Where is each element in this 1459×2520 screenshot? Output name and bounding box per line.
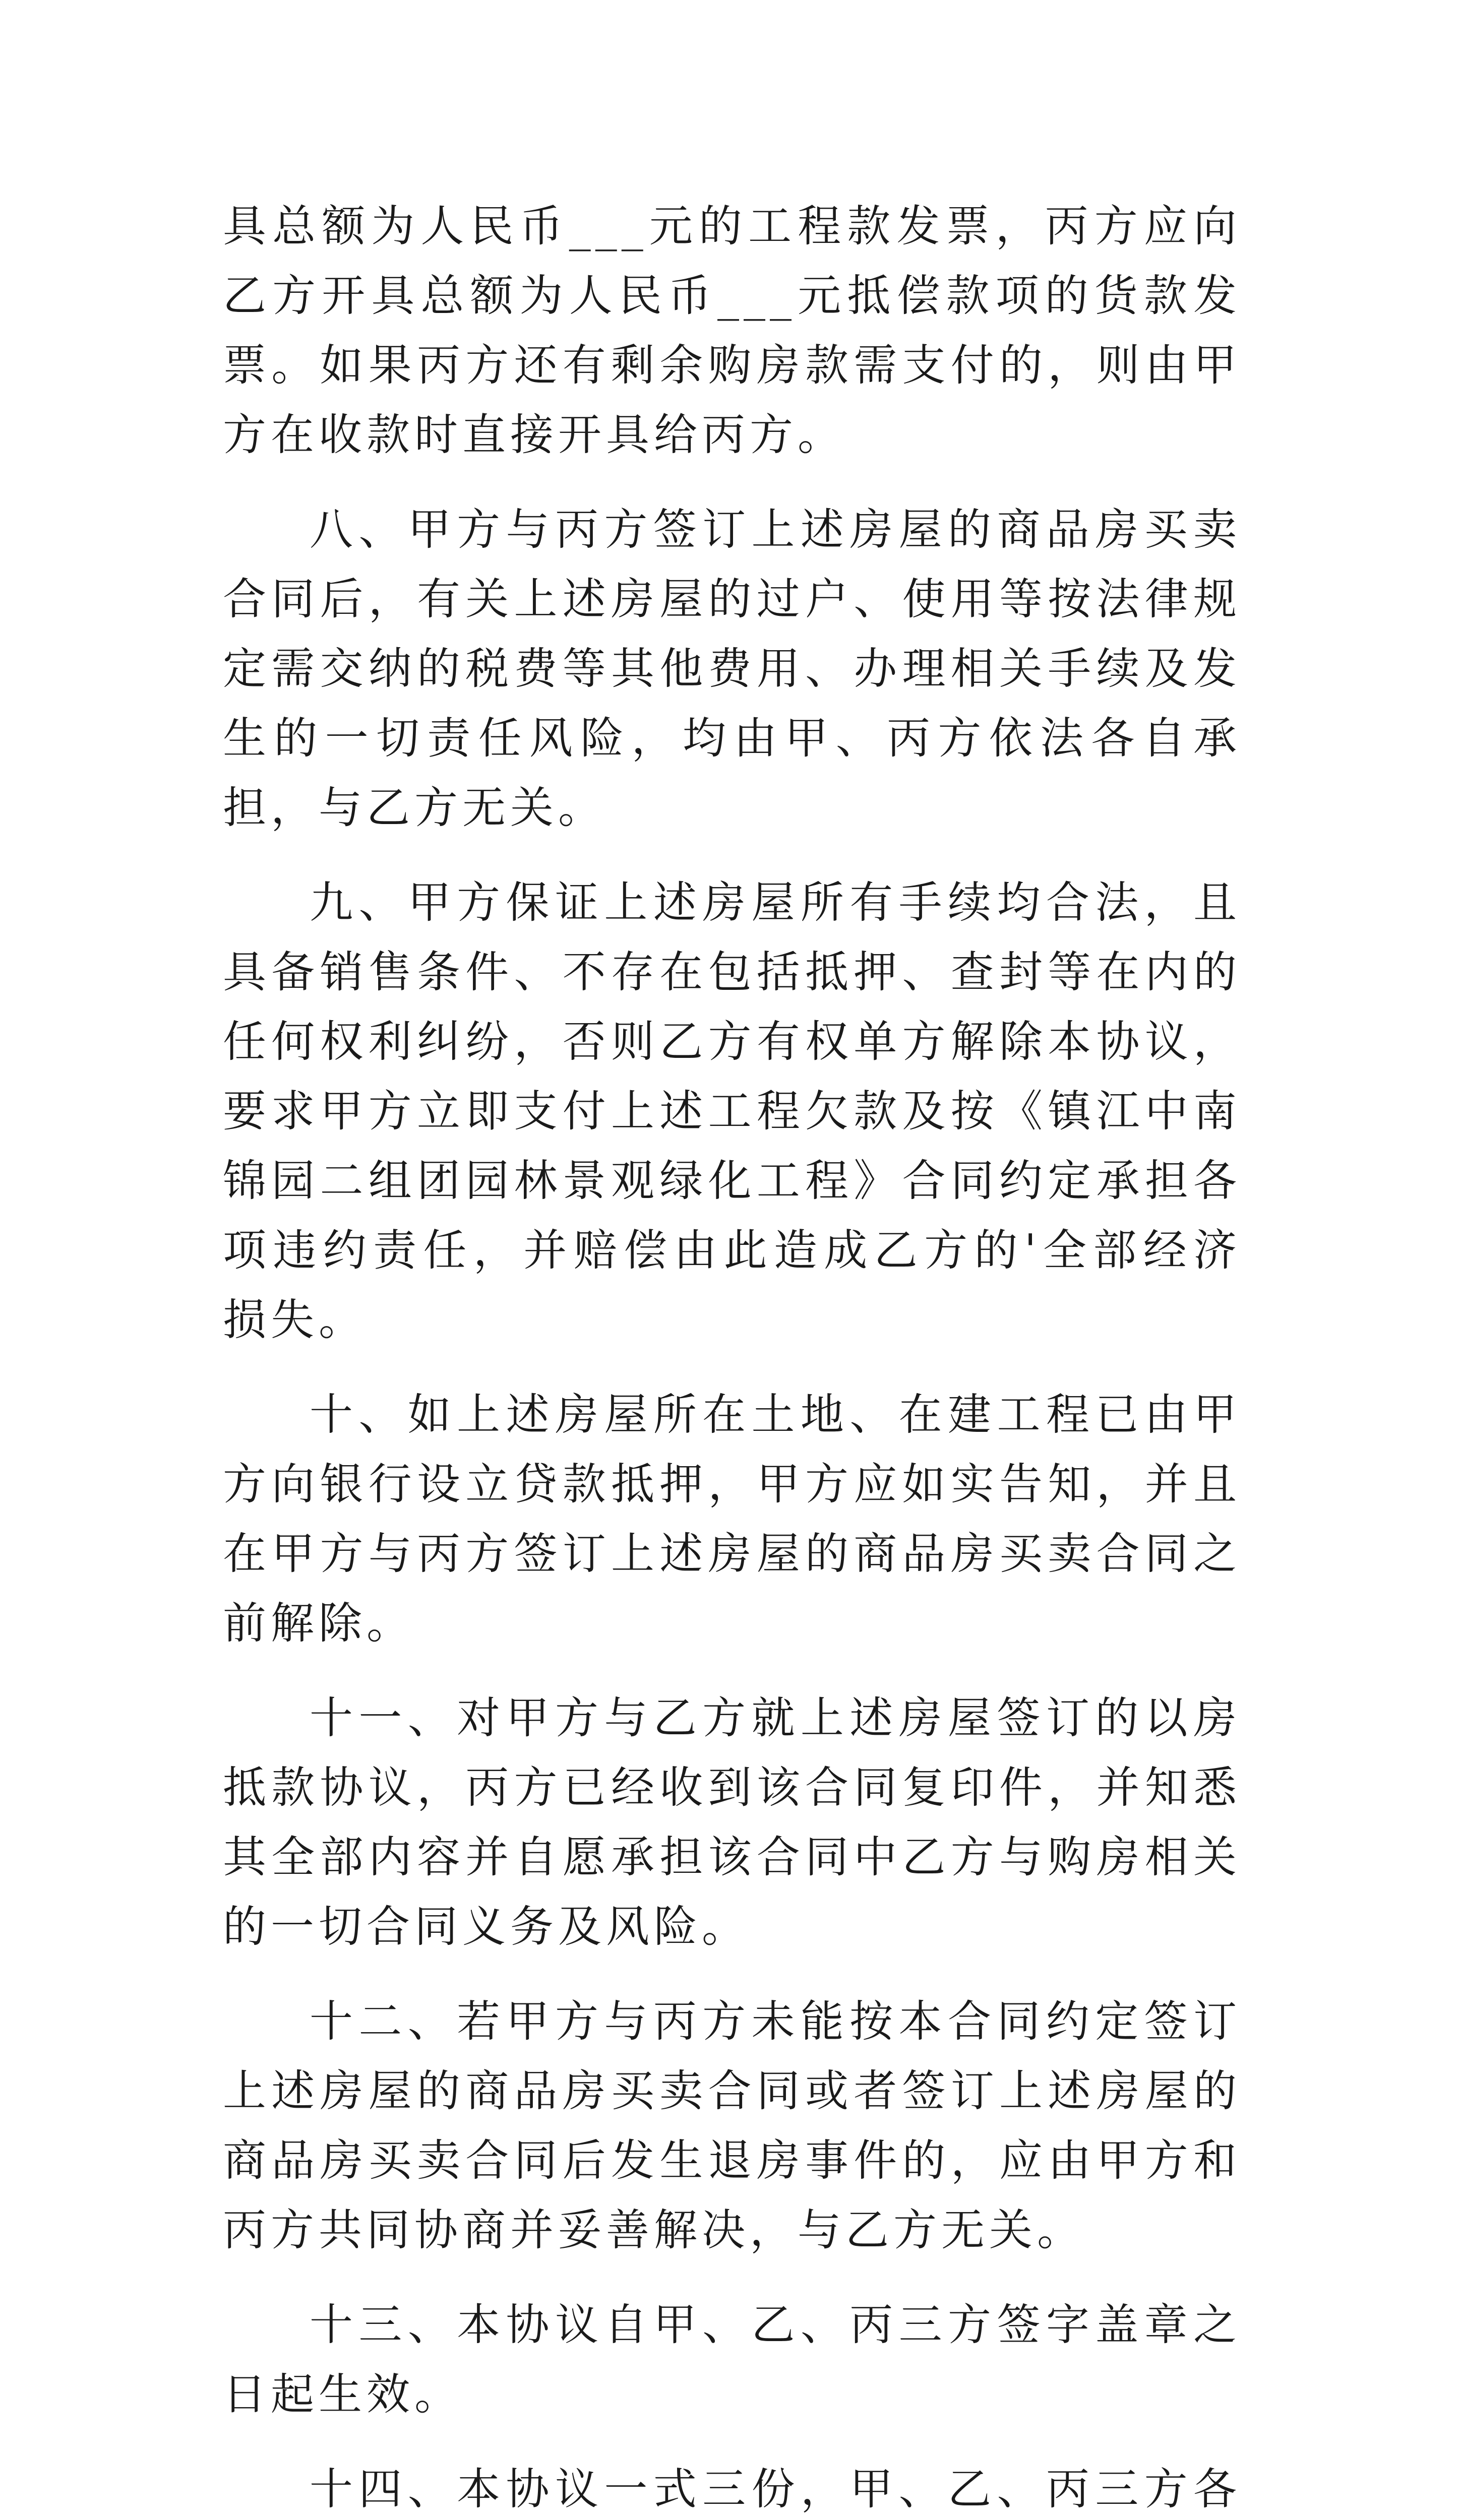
paragraph-clause-13: 十三、本协议自甲、乙、丙三方签字盖章之日起生效。 <box>223 2300 1241 2420</box>
paragraph-invoice-continuation: 具总额为人民币___元的工程款发票，丙方应向乙方开具总额为人民币___元抵偿款项的货款发票。如果丙方还有剩余购房款需支付的，则由甲方在收款时直接开具给丙方。 <box>223 201 1241 460</box>
document-body <box>223 192 1241 2520</box>
paragraph-clause-10: 十、如上述房屋所在土地、在建工程已由甲方向银行设立贷款抵押，甲方应如实告知，并且在甲方与丙方签订上述房屋的商品房买卖合同之前解除。 <box>223 1390 1241 1649</box>
paragraph-clause-9: 九、甲方保证上述房屋所有手续均合法，且具备销售条件、不存在包括抵押、查封等在内的任何权利纠纷，否则乙方有权单方解除本协议，要求甲方立即支付上述工程欠款及按《镇江中南锦园二组团园林景观绿化工程》合同约定承担各项违约责任，并赔偿由此造成乙方的'全部经济损失。 <box>223 877 1241 1345</box>
paragraph-clause-11: 十一、对甲方与乙方就上述房屋签订的以房抵款协议，丙方已经收到该合同复印件，并知悉其全部内容并自愿承担该合同中乙方与购房相关的一切合同义务及风险。 <box>223 1693 1241 1952</box>
paragraph-clause-14: 十四、本协议一式三份，甲、乙、丙三方各 <box>310 2464 1241 2514</box>
paragraph-clause-12: 十二、若甲方与丙方未能按本合同约定签订上述房屋的商品房买卖合同或者签订上述房屋的商品房买卖合同后发生退房事件的，应由甲方和丙方共同协商并妥善解决，与乙方无关。 <box>223 1996 1241 2255</box>
paragraph-clause-8: 八、甲方与丙方签订上述房屋的商品房买卖合同后，有关上述房屋的过户、使用等按法律规定需交纳的税费等其他费用、办理相关手续及发生的一切责任风险，均由甲、丙方依法各自承担，与乙方无关。 <box>223 505 1241 833</box>
